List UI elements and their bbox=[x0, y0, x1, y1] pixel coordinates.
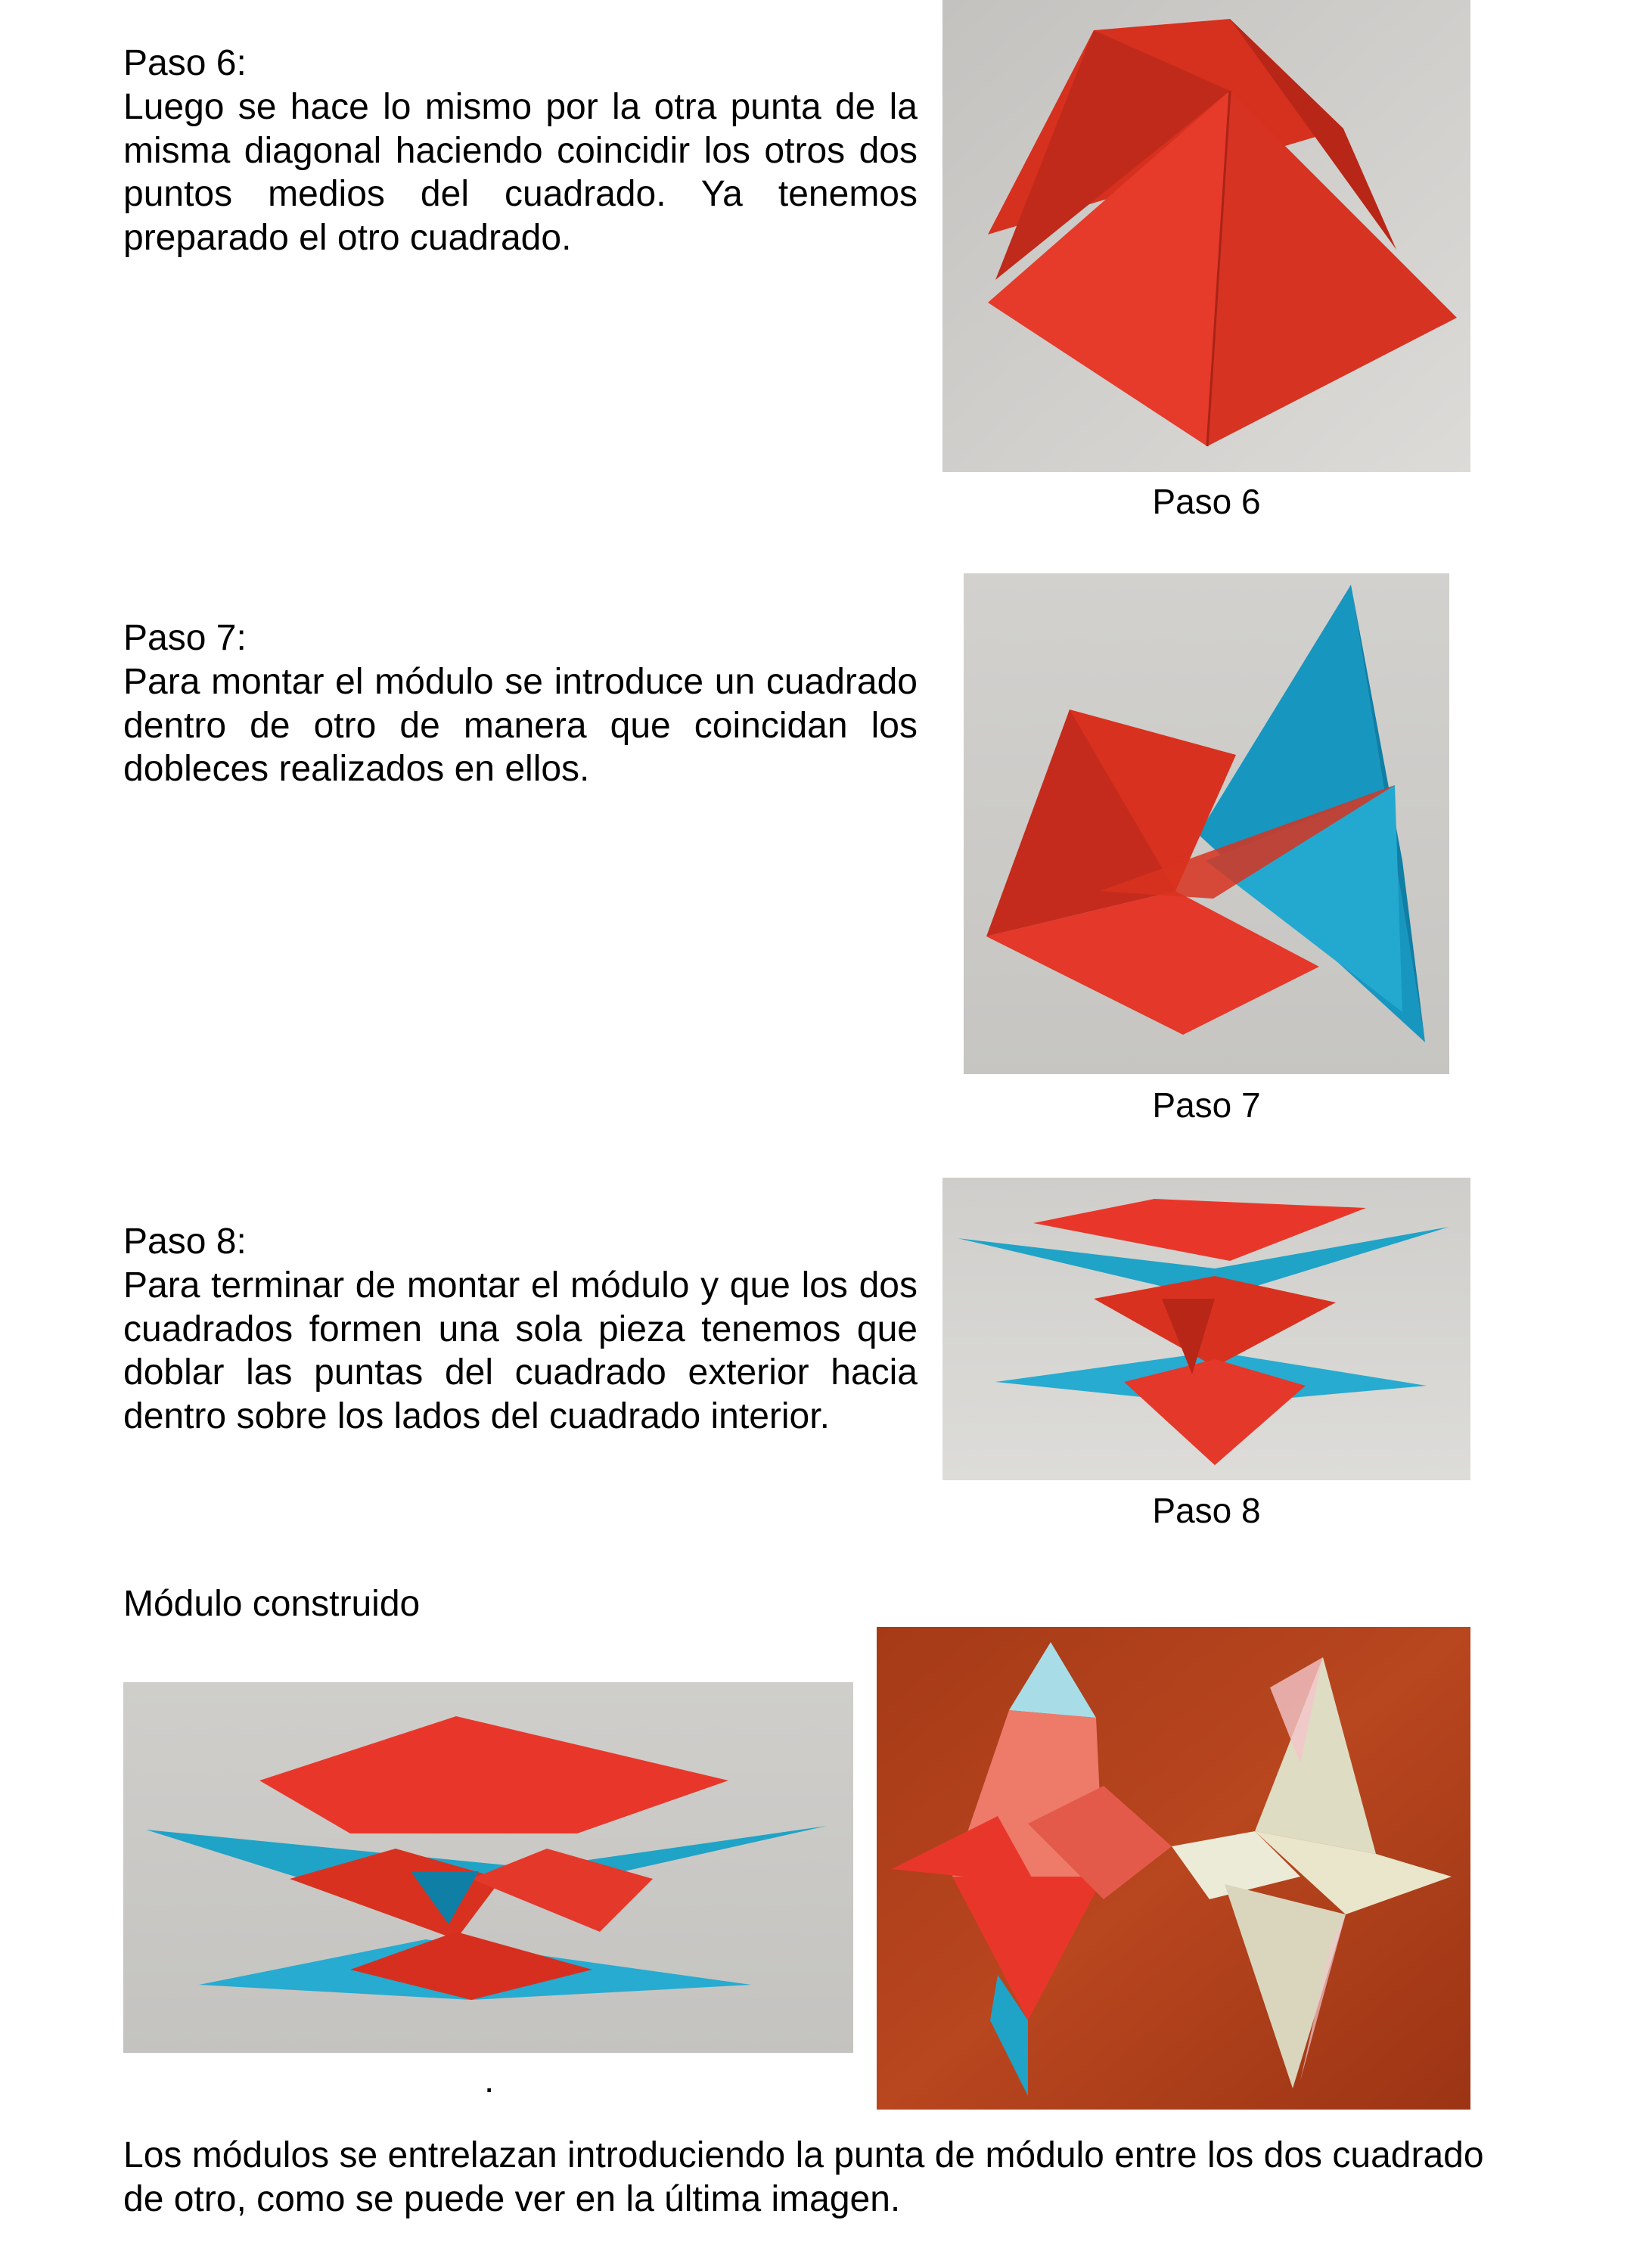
step6-heading: Paso 6: bbox=[123, 43, 247, 83]
step7-heading: Paso 7: bbox=[123, 618, 247, 658]
footer-text: Los módulos se entrelazan introduciendo la punta de módulo entre los dos cuadrado de otro, como se puede ver en la última imagen. bbox=[123, 2135, 1484, 2219]
step8-body: Para terminar de montar el módulo y que los dos cuadrados formen una sola pieza tenemos que doblar las puntas del cuadrado exterior hacia dentro sobre los lados del cuadrado interior. bbox=[123, 1265, 918, 1436]
step8-caption: Paso 8 bbox=[1152, 1491, 1261, 1530]
built-dot: . bbox=[484, 2060, 495, 2100]
built-interlocked-photo bbox=[877, 1627, 1470, 2110]
step8-photo bbox=[942, 1178, 1470, 1480]
step6-body: Luego se hace lo mismo por la otra punta de la misma diagonal haciendo coincidir los otros dos puntos medios del cuadrado. Ya tenemos preparado el otro cuadrado. bbox=[123, 87, 918, 258]
step7-body: Para montar el módulo se introduce un cuadrado dentro de otro de manera que coincidan los dobleces realizados en ellos. bbox=[123, 662, 918, 789]
step6-caption: Paso 6 bbox=[1152, 482, 1261, 521]
built-front-photo bbox=[123, 1682, 853, 2053]
built-heading: Módulo construido bbox=[123, 1584, 421, 1624]
step7-photo bbox=[964, 573, 1449, 1074]
step6-photo bbox=[942, 0, 1470, 472]
step7-caption: Paso 7 bbox=[1152, 1085, 1261, 1125]
step8-heading: Paso 8: bbox=[123, 1222, 247, 1262]
